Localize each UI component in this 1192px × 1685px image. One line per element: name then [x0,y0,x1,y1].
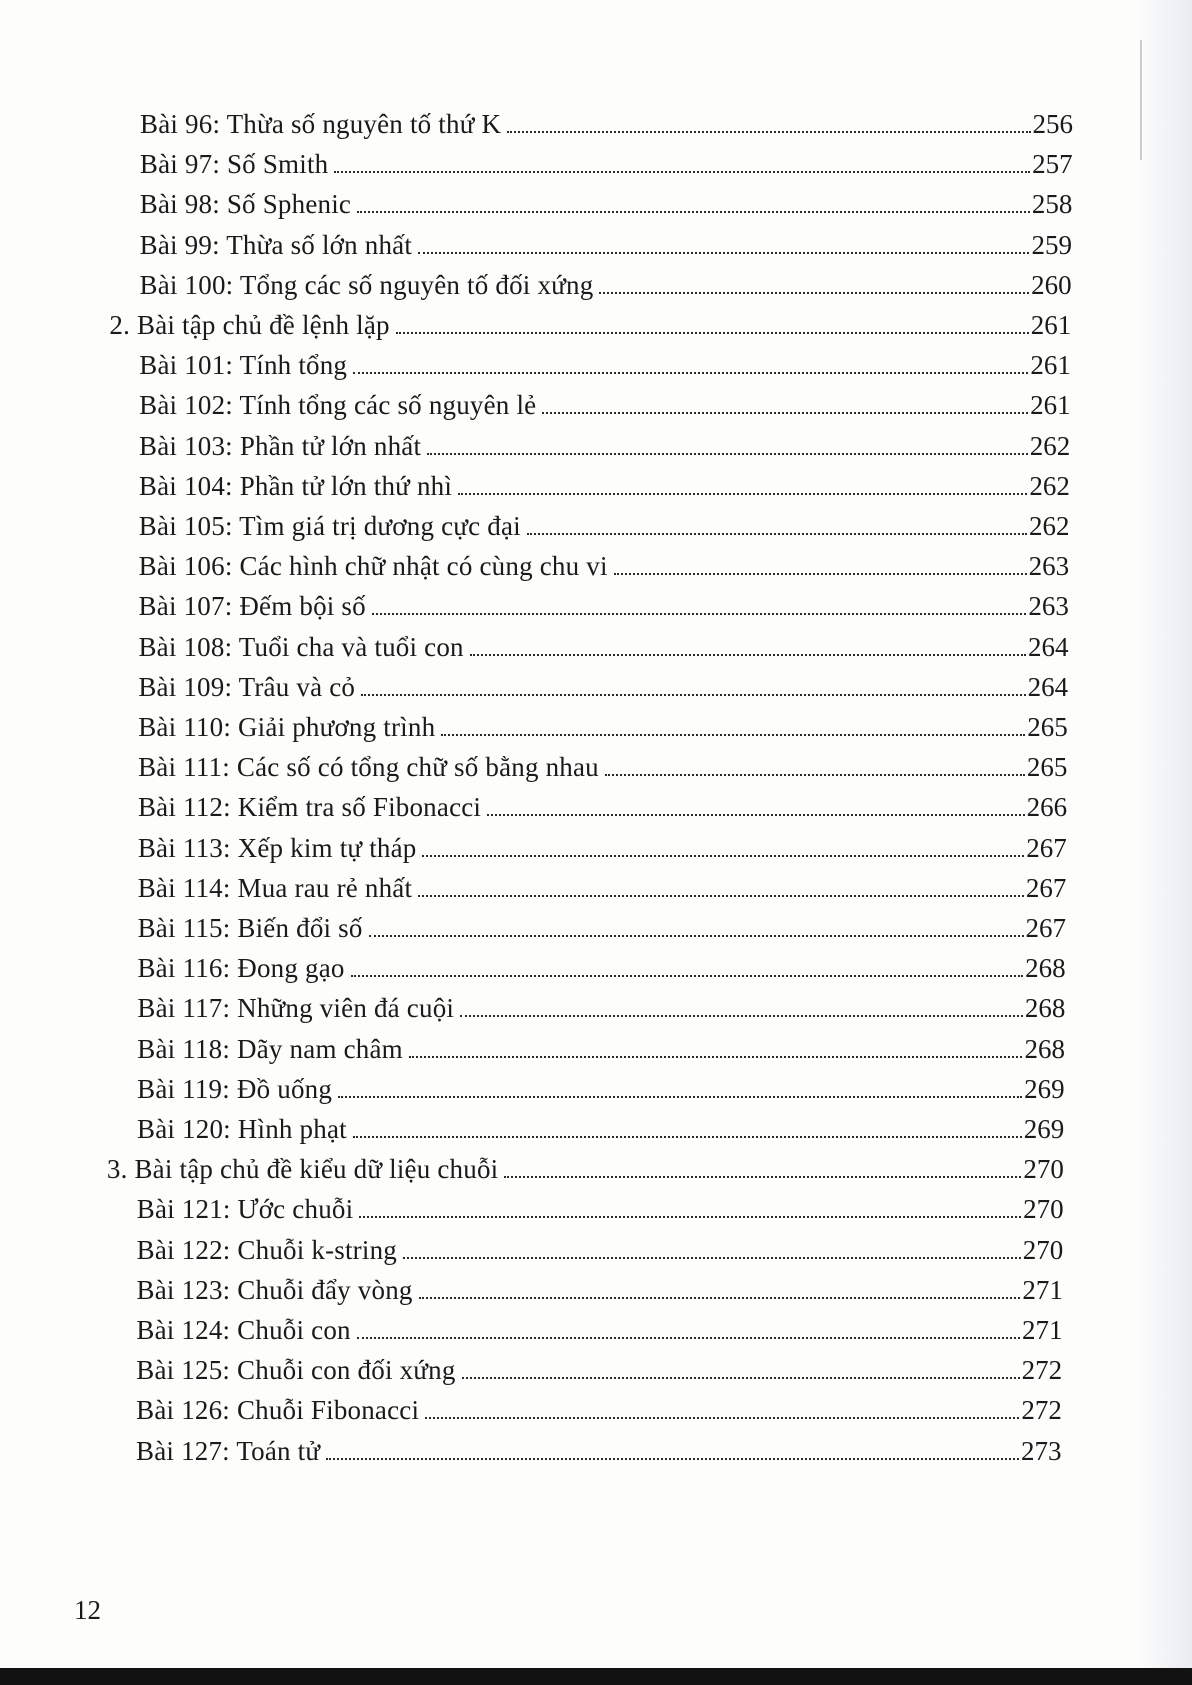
dot-leader [396,332,1029,334]
toc-entry-title: Bài 125: Chuỗi con đối xứng [136,1355,456,1386]
toc-entry-title: Bài 108: Tuổi cha và tuổi con [138,631,464,662]
toc-entry-title: Bài 115: Biến đổi số [137,913,363,943]
toc-entry [139,509,1070,543]
toc-entry-title: Bài 112: Kiểm tra số Fibonacci [137,792,482,823]
toc-entry-title: Bài 120: Hình phạt [137,1114,347,1144]
toc-page-number: 268 [1024,993,1066,1024]
dot-leader [361,694,1026,696]
dot-leader [326,1458,1019,1460]
toc-section-title: 2. Bài tập chủ đề lệnh lặp [109,310,390,340]
dot-leader [409,1056,1023,1058]
toc-page-number: 262 [1029,470,1070,501]
toc-page-number: 264 [1027,671,1069,702]
toc-section-title: 3. Bài tập chủ đề kiểu dữ liệu chuỗi [106,1154,499,1185]
toc-entry-title: Bài 113: Xếp kim tự tháp [137,832,417,863]
scan-bottom-edge [0,1668,1192,1685]
dot-leader [507,131,1030,133]
dot-leader [359,1216,1021,1218]
toc-entry [136,1353,1062,1387]
toc-entry-title: Bài 97: Số Smith [139,149,329,180]
dot-leader [369,935,1024,937]
toc-page-number: 272 [1021,1355,1063,1386]
toc-page-number: 271 [1022,1315,1063,1345]
toc-page-number: 265 [1026,752,1068,783]
toc-entry [139,429,1070,463]
toc-entry-title: Bài 126: Chuỗi Fibonacci [136,1395,420,1426]
toc-entry-title: Bài 109: Trâu và cỏ [138,671,356,702]
toc-entry [138,911,1066,945]
toc-page-number: 268 [1025,953,1066,984]
toc-entry [140,107,1073,141]
toc-entry [140,187,1073,221]
dot-leader [403,1257,1021,1259]
toc-page-number: 261 [1030,310,1072,340]
toc-entry-title: Bài 121: Ước chuỗi [136,1194,354,1225]
toc-entry-title: Bài 104: Phần tử lớn thứ nhì [138,470,453,501]
dot-leader [487,814,1024,816]
dot-leader [605,774,1025,776]
toc-page-number: 265 [1027,712,1068,742]
dot-leader [338,1096,1022,1098]
dot-leader [353,372,1028,374]
dot-leader [351,975,1024,977]
toc-page-number: 269 [1023,1114,1065,1144]
toc-page-number: 270 [1022,1234,1064,1265]
toc-page-number: 268 [1024,1033,1065,1064]
toc-entry [137,1112,1064,1146]
dot-leader [460,1015,1023,1017]
toc-entry [140,228,1072,262]
toc-entry [137,1032,1065,1066]
toc-page-number: 267 [1025,872,1067,903]
toc-entry-title: Bài 122: Chuỗi k-string [136,1234,397,1265]
toc-entry [137,1192,1064,1226]
toc-entry [139,388,1070,422]
toc-entry-title: Bài 100: Tổng các số nguyên tố đối xứng [139,269,594,300]
dot-leader [353,1136,1022,1138]
spine-shadow [1138,0,1192,1685]
toc-page-number: 266 [1026,792,1068,823]
toc-entry [138,710,1068,744]
dot-leader [357,211,1030,213]
toc-entry [140,147,1073,181]
toc-entry-title: Bài 111: Các số có tổng chữ số bằng nhau [138,752,599,783]
toc-entry [136,1434,1061,1468]
toc-entry-title: Bài 127: Toán tử [136,1435,321,1466]
toc-entry-title: Bài 118: Dãy nam châm [137,1033,403,1064]
dot-leader [470,654,1026,656]
dot-leader [418,252,1029,254]
toc-page-number: 269 [1024,1073,1065,1104]
toc-page-number: 271 [1022,1274,1063,1305]
toc-entry-title: Bài 124: Chuỗi con [136,1315,351,1345]
toc-entry [139,469,1070,503]
toc-entry-title: Bài 114: Mua rau rẻ nhất [137,872,413,903]
toc-page-number: 267 [1025,913,1066,943]
toc-entry [139,348,1071,382]
dot-leader [504,1176,1021,1178]
toc-page-number: 260 [1031,269,1072,300]
toc-entry-title: Bài 116: Đong gạo [137,953,345,984]
toc-entry-title: Bài 105: Tìm giá trị dương cực đại [138,511,521,541]
toc-entry-title: Bài 101: Tính tổng [139,350,348,381]
toc-entry [136,1313,1062,1347]
dot-leader [422,855,1024,857]
toc-entry [107,1152,1064,1186]
toc-entry [137,1072,1065,1106]
toc-page-number: 256 [1032,109,1073,139]
toc-entry-title: Bài 110: Giải phương trình [138,712,436,742]
dot-leader [425,1417,1019,1419]
toc-page-number: 261 [1030,390,1071,421]
toc-entry [137,1273,1063,1307]
toc-entry-title: Bài 106: Các hình chữ nhật có cùng chu vi [138,551,608,582]
dot-leader [542,412,1028,414]
toc-entry [140,268,1072,302]
toc-entry-title: Bài 102: Tính tổng các số nguyên lẻ [139,390,537,421]
dot-leader [462,1377,1020,1379]
toc-entry-title: Bài 103: Phần tử lớn nhất [139,430,422,461]
toc-page-number: 273 [1020,1435,1062,1466]
dot-leader [334,171,1030,173]
toc-page-number: 263 [1028,591,1069,622]
spine-line [1140,40,1142,160]
toc-entry [109,308,1071,342]
toc-entry [138,790,1067,824]
toc-page-number: 261 [1030,350,1071,381]
toc-entry [138,750,1067,784]
dot-leader [599,292,1029,294]
toc-entry-title: Bài 96: Thừa số nguyên tố thứ K [140,109,502,139]
toc-page-number: 264 [1027,631,1069,662]
dot-leader [419,1297,1021,1299]
toc-page-number: 270 [1023,1154,1064,1185]
toc-entry [138,871,1067,905]
toc-entry [138,831,1067,865]
toc-page-number: 263 [1028,551,1070,582]
toc-entry-title: Bài 123: Chuỗi đẩy vòng [136,1274,413,1305]
toc-entry [137,991,1065,1025]
toc-entry-title: Bài 98: Số Sphenic [139,189,352,220]
dot-leader [372,613,1026,615]
toc-page-number: 272 [1021,1395,1062,1426]
dot-leader [427,453,1028,455]
toc-entry-title: Bài 117: Những viên đá cuội [137,993,455,1024]
toc-page-number: 258 [1031,189,1073,220]
dot-leader [458,493,1027,495]
toc-entry-title: Bài 99: Thừa số lớn nhất [139,229,413,260]
toc-entry [138,630,1068,664]
page-number: 12 [74,1595,101,1625]
toc-entry [139,589,1069,623]
toc-entry [136,1393,1062,1427]
toc-page-number: 259 [1031,229,1072,260]
toc-entry-title: Bài 107: Đếm bội số [138,591,366,622]
toc-page-number: 262 [1029,511,1070,541]
dot-leader [441,734,1025,736]
toc-page-number: 270 [1023,1194,1064,1225]
toc-entry [139,549,1069,583]
toc-page-number: 262 [1029,430,1071,461]
dot-leader [418,895,1024,897]
dot-leader [357,1337,1020,1339]
toc-page-number: 267 [1026,832,1067,863]
toc-entry [137,951,1065,985]
dot-leader [614,573,1027,575]
toc-entry-title: Bài 119: Đồ uống [137,1073,333,1104]
toc-entry [137,1233,1064,1267]
toc-entry [138,670,1068,704]
dot-leader [527,533,1027,535]
toc-page-number: 257 [1032,149,1073,180]
